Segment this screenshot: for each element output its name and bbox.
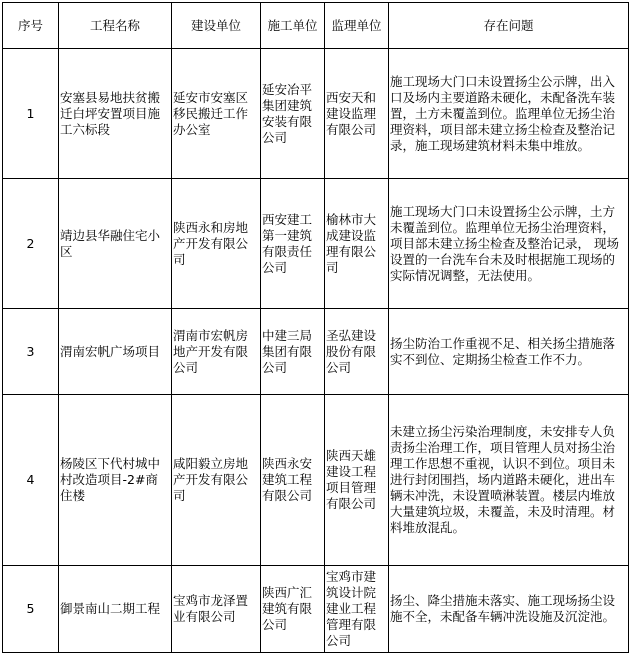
header-project: 工程名称 bbox=[59, 3, 172, 49]
header-contractor: 施工单位 bbox=[261, 3, 325, 49]
cell-issues: 未建立扬尘污染治理制度，未安排专人负责扬尘治理工作，项目管理人员对扬尘治理工作思想不重视，认识不到位。项目未进行封闭围挡，场内道路未硬化，进出车辆未冲洗，未设置喷淋装置。楼层内堆放大量建筑垃圾，未覆盖，未及时清理。材料堆放混乱。 bbox=[389, 395, 629, 566]
cell-issues: 扬尘防治工作重视不足、相关扬尘措施落实不到位、定期扬尘检查工作不力。 bbox=[389, 309, 629, 395]
cell-builder: 咸阳毅立房地产开发有限公司 bbox=[172, 395, 261, 566]
header-builder: 建设单位 bbox=[172, 3, 261, 49]
cell-contractor: 陕西永安建筑工程有限公司 bbox=[261, 395, 325, 566]
cell-builder: 陕西永和房地产开发有限公司 bbox=[172, 179, 261, 309]
cell-index: 4 bbox=[3, 395, 59, 566]
cell-supervisor: 宝鸡市建筑设计院建业工程管理有限公司 bbox=[325, 566, 389, 653]
cell-project: 渭南宏帆广场项目 bbox=[59, 309, 172, 395]
cell-issues: 施工现场大门口未设置扬尘公示牌，出入口及场内主要道路未硬化，未配备洗车装置，土方未覆盖到位。监理单位无扬尘治理资料，项目部未建立扬尘检查及整治记录，施工现场建筑材料未集中堆放。 bbox=[389, 49, 629, 179]
header-issues: 存在问题 bbox=[389, 3, 629, 49]
cell-index: 3 bbox=[3, 309, 59, 395]
cell-project: 御景南山二期工程 bbox=[59, 566, 172, 653]
cell-builder: 宝鸡市龙泽置业有限公司 bbox=[172, 566, 261, 653]
inspection-table bbox=[2, 2, 629, 653]
cell-supervisor: 西安天和建设监理有限公司 bbox=[325, 49, 389, 179]
header-supervisor: 监理单位 bbox=[325, 3, 389, 49]
cell-project: 靖边县华融住宅小区 bbox=[59, 179, 172, 309]
cell-index: 2 bbox=[3, 179, 59, 309]
table-row bbox=[3, 566, 629, 653]
cell-supervisor: 榆林市大成建设监理有限公司 bbox=[325, 179, 389, 309]
cell-builder: 渭南市宏帆房地产开发有限公司 bbox=[172, 309, 261, 395]
cell-index: 1 bbox=[3, 49, 59, 179]
cell-project: 安塞县易地扶贫搬迁白坪安置项目施工六标段 bbox=[59, 49, 172, 179]
cell-builder: 延安市安塞区移民搬迁工作办公室 bbox=[172, 49, 261, 179]
cell-index: 5 bbox=[3, 566, 59, 653]
table-row bbox=[3, 49, 629, 179]
table-row bbox=[3, 179, 629, 309]
cell-contractor: 陕西广汇建筑有限公司 bbox=[261, 566, 325, 653]
cell-contractor: 西安建工第一建筑有限责任公司 bbox=[261, 179, 325, 309]
table-row bbox=[3, 395, 629, 566]
cell-contractor: 延安冶平集团建筑安装有限公司 bbox=[261, 49, 325, 179]
cell-contractor: 中建三局集团有限公司 bbox=[261, 309, 325, 395]
cell-supervisor: 圣弘建设股份有限公司 bbox=[325, 309, 389, 395]
header-row bbox=[3, 3, 629, 49]
cell-issues: 扬尘、降尘措施未落实、施工现场扬尘设施不全，未配备车辆冲洗设施及沉淀池。 bbox=[389, 566, 629, 653]
cell-supervisor: 陕西天雄建设工程项目管理有限公司 bbox=[325, 395, 389, 566]
header-index: 序号 bbox=[3, 3, 59, 49]
cell-project: 杨陵区下代村城中村改造项目-2#商住楼 bbox=[59, 395, 172, 566]
table-row bbox=[3, 309, 629, 395]
cell-issues: 施工现场大门口未设置扬尘公示牌，土方未覆盖到位。监理单位无扬尘治理资料，项目部未建立扬尘检查及整治记录， 现场设置的一台洗车台未及时根据施工现场的实际情况调整，无法使用。 bbox=[389, 179, 629, 309]
